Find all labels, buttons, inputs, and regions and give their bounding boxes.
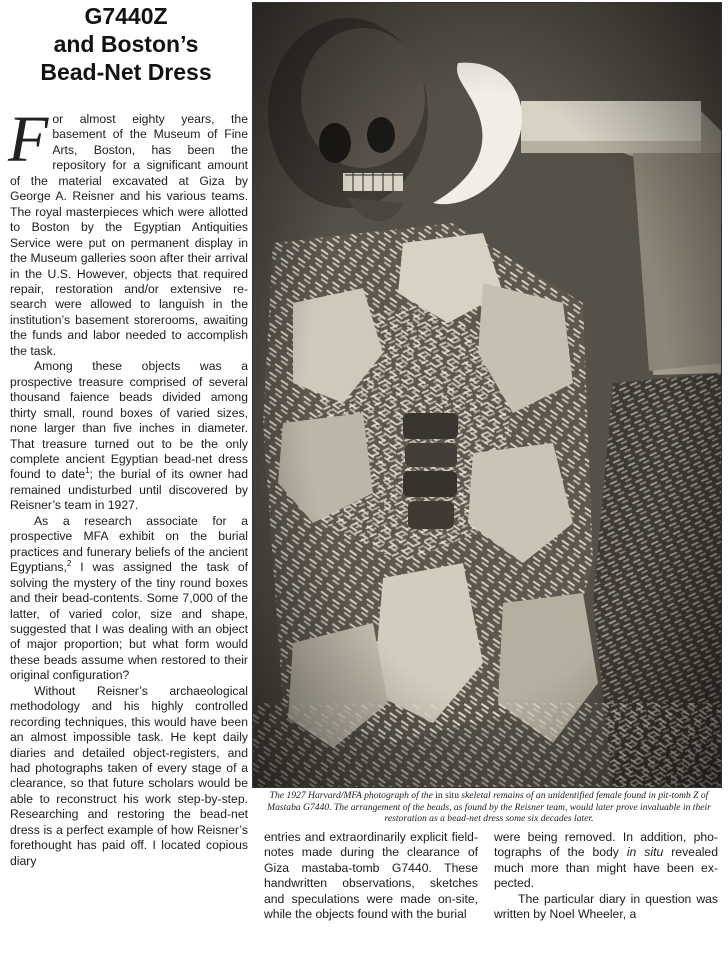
drop-cap: F [8,103,49,176]
paragraph-2-text: Among these objects was a prospective treasure comprised of several thousand faience beads divided among thirty small, round boxes of varied sizes, none larger than five inches in diameter. That treasure turned out to be the only complete ancient Egyptian bead-net dress found to date [10,359,248,482]
article-column-2 [264,830,478,923]
column-3-text-a: were being removed. In addition, photographs of the body [494,830,718,860]
paragraph-3-end: I was assigned the task of solving the mystery of the tiny round boxes and their bead-contents. Some 7,000 of the latter, of varied color, size and shape, suggested that I was dealing with an object of major proportion; but what form would these beads assume when restored to their original configuration? [10,560,248,683]
article-title [8,2,244,86]
title-line-1: G7440Z [84,3,168,29]
column-3-text-b: revealed much more than might have been expected. [494,845,718,891]
column-2-text: entries and extraordinarily explicit field-notes made during the clearance of Giza mastaba-tomb G7440. These handwritten observations, sketches and speculations were made on-site, while the objects found with the burial [264,830,478,922]
article-column-1 [8,103,248,869]
caption-text-a: The 1927 Harvard/MFA photograph of the [269,790,436,801]
photo-caption [256,790,722,825]
paragraph-3-text: As a research associate for a prospective MFA exhibit on the burial practices and funerary beliefs of the ancient Egyptians, [10,513,248,575]
footnote-ref-2: 2 [66,559,72,569]
paragraph-4 [10,684,248,869]
column-3-insitu: in situ [626,845,664,860]
paragraph-4-text: Without Reisner’s archaeological methodology and his highly controlled recording techniques, this would have been an almost impossible task. He kept daily diaries and detailed object-registers, and had photographs taken of every stage of a clearance, so that future scholars would be able to reconstruct his work step-by-step. Researching and restoring the bead-net dress is a perfect example of how Reisner’s forethought has paid off. I located copious diary [10,683,248,868]
title-line-3: Bead-Net Dress [40,59,212,85]
skeleton-photograph [252,2,722,788]
article-column-3 [494,830,718,923]
caption-text-b: skeletal remains of an unidentified female found in pit-tomb Z of Mastaba G7440. The arrangement of the beads, as found by the Reisner team, would later prove invaluable in their restoration as a bead-net dress some six decades later. [267,790,711,825]
paragraph-1 [8,103,248,359]
paragraph-2-end: ; the burial of its owner had remained undisturbed until discovered by Reisner’s team in 1927. [10,467,248,513]
column-3-paragraph-1 [494,830,718,892]
column-3-paragraph-2: The particular diary in question was written by Noel Wheeler, a [494,891,718,922]
caption-insitu: in situ [435,790,459,801]
paragraph-3 [10,514,248,684]
paragraph-1-text: or almost eighty years, the basement of the Museum of Fine Arts, Boston, has been the repository for a significant amount of the material excavated at Giza by George A. Reisner and his various teams. The royal masterpieces which were allotted to Boston by the Egyptian Antiquities Service were put on permanent display in the Museum galleries soon after their arrival in the U.S. However, objects that required repair, restoration and/or extensive research were allowed to languish in the institution’s basement storerooms, awaiting the funds and labor needed to accomplish the task. [10,112,248,358]
photograph-illustration [253,3,722,788]
footnote-ref-1: 1 [85,466,90,476]
paragraph-2 [10,359,248,514]
title-line-2: and Boston’s [53,31,199,57]
